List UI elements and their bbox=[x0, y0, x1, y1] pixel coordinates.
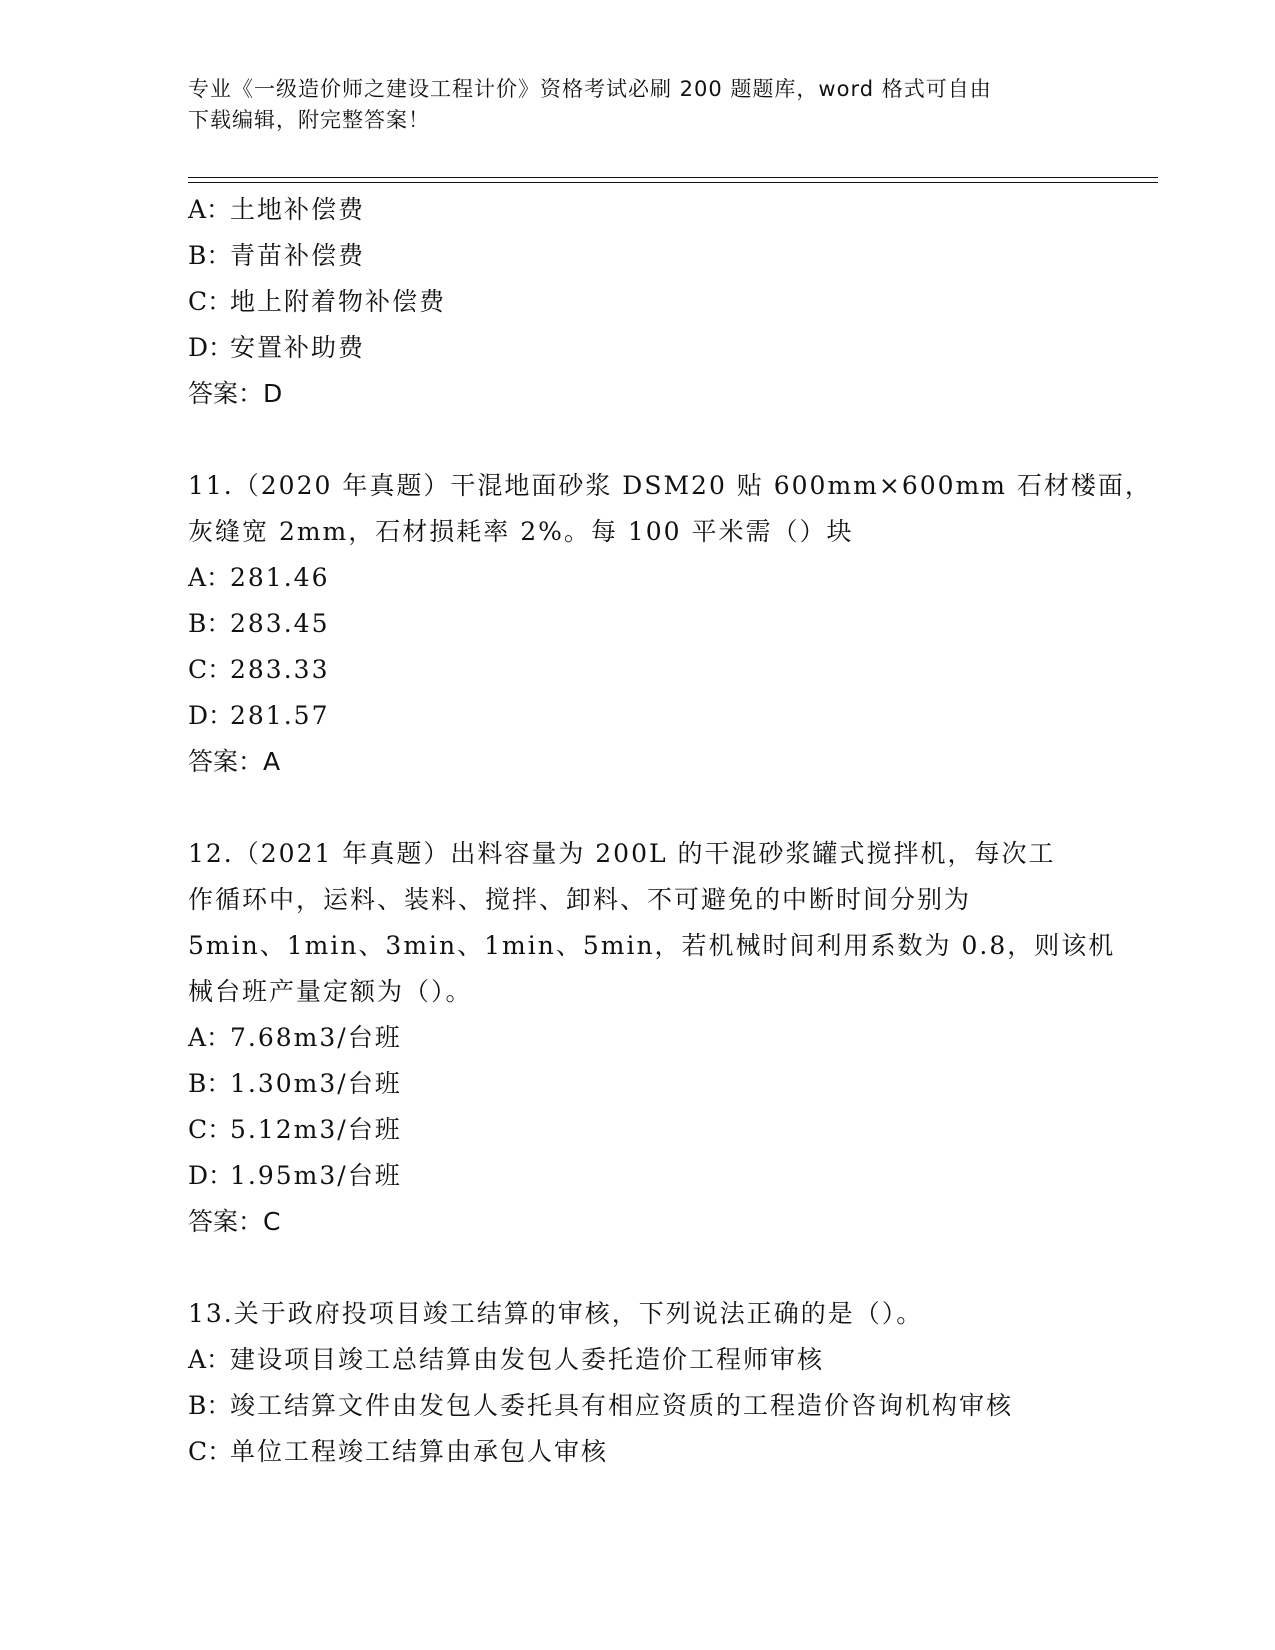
option-text: 地上附着物补偿费 bbox=[230, 287, 447, 316]
option-label: A： bbox=[188, 563, 232, 592]
option-label: A： bbox=[188, 195, 232, 224]
question-stem-line: 11.（2020 年真题）干混地面砂浆 DSM20 贴 600mm×600mm 石材楼面， bbox=[188, 471, 1152, 500]
option-label: D： bbox=[188, 333, 234, 362]
option-text: 281.57 bbox=[230, 701, 330, 730]
option-text: 281.46 bbox=[230, 563, 330, 592]
option-text: 竣工结算文件由发包人委托具有相应资质的工程造价咨询机构审核 bbox=[230, 1391, 1014, 1420]
option-text: 1.30m3/台班 bbox=[230, 1069, 402, 1098]
header-rule-bottom bbox=[188, 182, 1158, 183]
option-text: 283.33 bbox=[230, 655, 330, 684]
option-b bbox=[188, 1061, 1088, 1107]
question-stem-line: 灰缝宽 2mm，石材损耗率 2%。每 100 平米需（）块 bbox=[188, 517, 854, 546]
option-label: B： bbox=[188, 1069, 232, 1098]
option-b bbox=[188, 1383, 1088, 1429]
header-line-1: 专业《一级造价师之建设工程计价》资格考试必刷 200 题题库，word 格式可自由 bbox=[188, 77, 992, 101]
option-label: C： bbox=[188, 287, 233, 316]
option-text: 5.12m3/台班 bbox=[230, 1115, 402, 1144]
question-block-13 bbox=[188, 1291, 1088, 1475]
option-text: 安置补助费 bbox=[230, 333, 366, 362]
option-c bbox=[188, 647, 1088, 693]
option-b bbox=[188, 233, 1088, 279]
header-line-2: 下载编辑，附完整答案！ bbox=[188, 108, 430, 132]
spacer bbox=[188, 417, 1088, 463]
answer: 答案：C bbox=[188, 1207, 281, 1236]
option-d bbox=[188, 693, 1088, 739]
document-header bbox=[188, 74, 1088, 136]
spacer bbox=[188, 785, 1088, 831]
option-label: A： bbox=[188, 1023, 232, 1052]
question-block-12 bbox=[188, 831, 1116, 1245]
option-label: C： bbox=[188, 1115, 233, 1144]
question-stem bbox=[188, 463, 1152, 555]
question-stem-line: 5min、1min、3min、1min、5min，若机械时间利用系数为 0.8，则该机 bbox=[188, 931, 1116, 960]
option-label: B： bbox=[188, 241, 232, 270]
option-c bbox=[188, 1429, 1088, 1475]
option-label: D： bbox=[188, 1161, 234, 1190]
option-label: D： bbox=[188, 701, 234, 730]
question-stem-line: 13.关于政府投项目竣工结算的审核，下列说法正确的是（）。 bbox=[188, 1299, 924, 1328]
option-text: 1.95m3/台班 bbox=[230, 1161, 402, 1190]
option-c bbox=[188, 1107, 1088, 1153]
option-text: 青苗补偿费 bbox=[230, 241, 366, 270]
option-d bbox=[188, 325, 1088, 371]
answer: 答案：D bbox=[188, 379, 283, 408]
question-stem bbox=[188, 1291, 1088, 1337]
option-text: 单位工程竣工结算由承包人审核 bbox=[230, 1437, 609, 1466]
question-stem-line: 作循环中，运料、装料、搅拌、卸料、不可避免的中断时间分别为 bbox=[188, 885, 972, 914]
header-rule-top bbox=[188, 177, 1158, 178]
option-a bbox=[188, 1337, 1088, 1383]
option-label: C： bbox=[188, 1437, 233, 1466]
option-text: 建设项目竣工总结算由发包人委托造价工程师审核 bbox=[230, 1345, 825, 1374]
question-block-10 bbox=[188, 187, 1088, 417]
question-stem-line: 12.（2021 年真题）出料容量为 200L 的干混砂浆罐式搅拌机，每次工 bbox=[188, 839, 1056, 868]
option-b bbox=[188, 601, 1088, 647]
question-stem-line: 械台班产量定额为（）。 bbox=[188, 977, 473, 1006]
option-label: B： bbox=[188, 609, 232, 638]
option-c bbox=[188, 279, 1088, 325]
option-text: 7.68m3/台班 bbox=[230, 1023, 402, 1052]
option-a bbox=[188, 555, 1088, 601]
option-label: C： bbox=[188, 655, 233, 684]
question-content bbox=[188, 187, 1152, 1475]
answer: 答案：A bbox=[188, 747, 281, 776]
option-text: 283.45 bbox=[230, 609, 330, 638]
option-text: 土地补偿费 bbox=[230, 195, 366, 224]
option-d bbox=[188, 1153, 1088, 1199]
option-a bbox=[188, 187, 1088, 233]
option-label: B： bbox=[188, 1391, 232, 1420]
spacer bbox=[188, 1245, 1088, 1291]
option-label: A： bbox=[188, 1345, 232, 1374]
option-a bbox=[188, 1015, 1088, 1061]
question-stem bbox=[188, 831, 1116, 1015]
question-block-11 bbox=[188, 463, 1152, 785]
